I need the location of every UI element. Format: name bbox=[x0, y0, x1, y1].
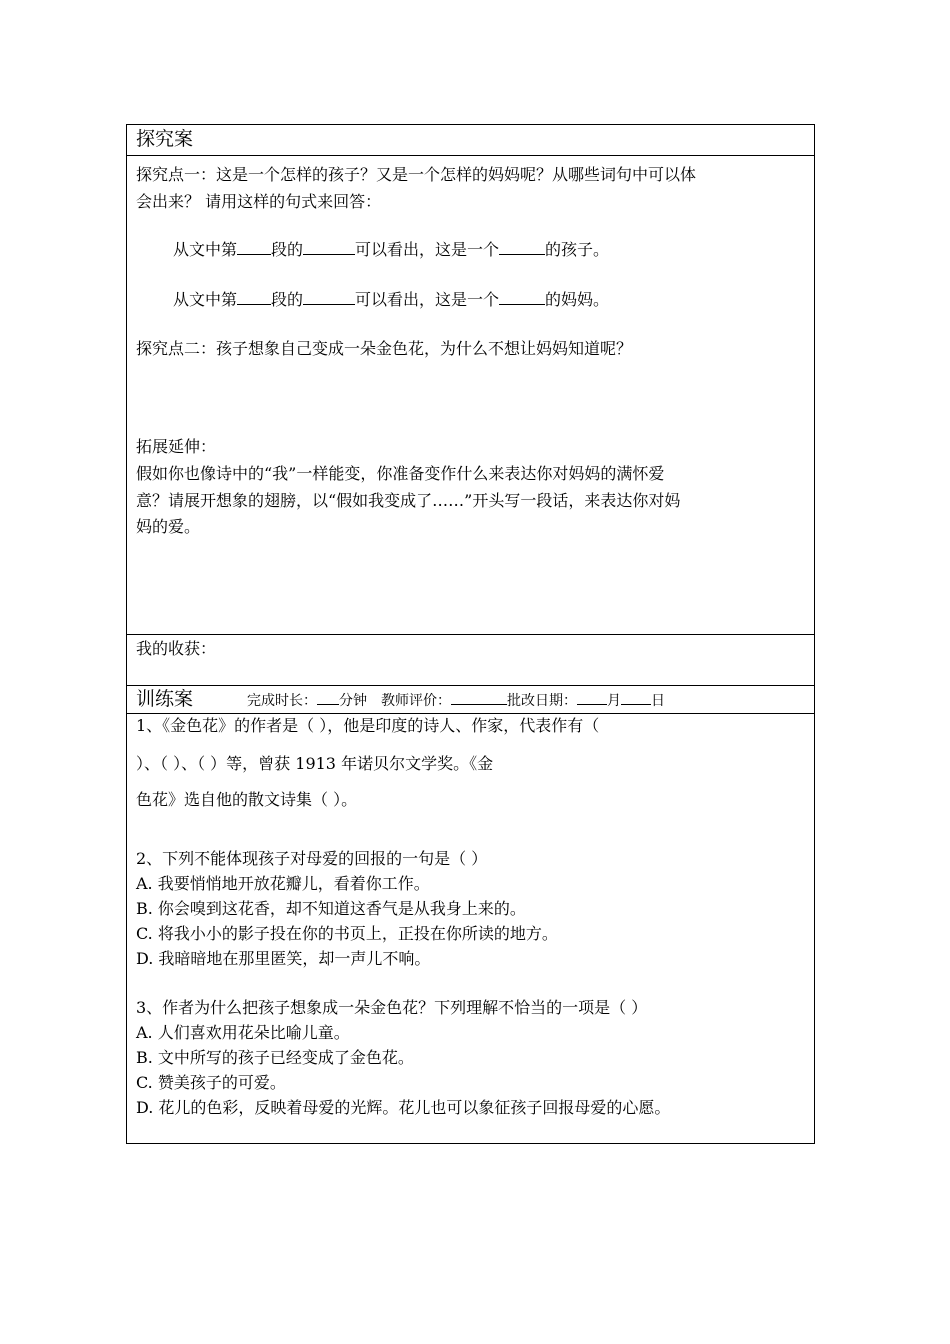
q2-option: B. 你会嗅到这花香，却不知道这香气是从我身上来的。 bbox=[136, 899, 526, 918]
answer-pattern-mother: 从文中第 段的 可以看出，这是一个 的妈妈。 bbox=[173, 290, 610, 309]
extension-title: 拓展延伸： bbox=[136, 437, 217, 456]
q2-option: A. 我要悄悄地开放花瓣儿，看着你工作。 bbox=[136, 874, 430, 893]
blank-month[interactable] bbox=[577, 692, 607, 705]
q2-option: D. 我暗暗地在那里匿笑，却一声儿不响。 bbox=[136, 949, 431, 968]
explore-q2: 探究点二：孩子想象自己变成一朵金色花，为什么不想让妈妈知道呢？ bbox=[136, 339, 633, 358]
divider bbox=[127, 713, 814, 714]
blank-day[interactable] bbox=[621, 692, 651, 705]
training-q1-line3: 色花》选自他的散文诗集（ ）。 bbox=[136, 790, 358, 809]
blank-paragraph[interactable] bbox=[237, 240, 271, 255]
blank-duration[interactable] bbox=[317, 692, 339, 705]
training-q3-stem: 3、作者为什么把孩子想象成一朵金色花？下列理解不恰当的一项是（ ） bbox=[136, 998, 648, 1017]
training-q2-stem: 2、下列不能体现孩子对母爱的回报的一句是（ ） bbox=[136, 849, 488, 868]
extension-line3: 妈的爱。 bbox=[136, 517, 201, 536]
worksheet-table bbox=[126, 124, 815, 1144]
explore-q1-line1: 探究点一：这是一个怎样的孩子？又是一个怎样的妈妈呢？从哪些词句中可以体 bbox=[136, 165, 697, 184]
explore-header: 探究案 bbox=[136, 128, 194, 150]
q3-option: C. 赞美孩子的可爱。 bbox=[136, 1073, 286, 1092]
blank-words[interactable] bbox=[303, 240, 355, 255]
divider bbox=[127, 634, 814, 635]
explore-q1-line2: 会出来？ 请用这样的句式来回答： bbox=[136, 192, 382, 211]
answer-pattern-child: 从文中第 段的 可以看出，这是一个 的孩子。 bbox=[173, 240, 610, 259]
q3-option: D. 花儿的色彩，反映着母爱的光辉。花儿也可以象征孩子回报母爱的心愿。 bbox=[136, 1098, 671, 1117]
divider bbox=[127, 155, 814, 156]
extension-line1: 假如你也像诗中的“我”一样能变，你准备变作什么来表达你对妈妈的满怀爱 bbox=[136, 464, 665, 483]
blank-trait[interactable] bbox=[499, 290, 545, 305]
divider bbox=[127, 685, 814, 686]
training-q1-line2: ）、（ ）、（ ）等，曾获 1913 年诺贝尔文学奖。《金 bbox=[136, 754, 494, 773]
q3-option: A. 人们喜欢用花朵比喻儿童。 bbox=[136, 1023, 350, 1042]
blank-trait[interactable] bbox=[499, 240, 545, 255]
extension-line2: 意？请展开想象的翅膀，以“假如我变成了……”开头写一段话，来表达你对妈 bbox=[136, 491, 681, 510]
q2-option: C. 将我小小的影子投在你的书页上，正投在你所读的地方。 bbox=[136, 924, 558, 943]
training-q1-line1: 1、《金色花》的作者是（ ），他是印度的诗人、作家，代表作有（ bbox=[136, 716, 600, 735]
blank-evaluation[interactable] bbox=[451, 692, 507, 705]
gain-label: 我的收获： bbox=[136, 639, 217, 658]
q3-option: B. 文中所写的孩子已经变成了金色花。 bbox=[136, 1048, 414, 1067]
training-meta: 完成时长： 分钟 教师评价： 批改日期： 月 日 bbox=[247, 693, 665, 709]
blank-words[interactable] bbox=[303, 290, 355, 305]
blank-paragraph[interactable] bbox=[237, 290, 271, 305]
training-header: 训练案 bbox=[136, 688, 194, 710]
